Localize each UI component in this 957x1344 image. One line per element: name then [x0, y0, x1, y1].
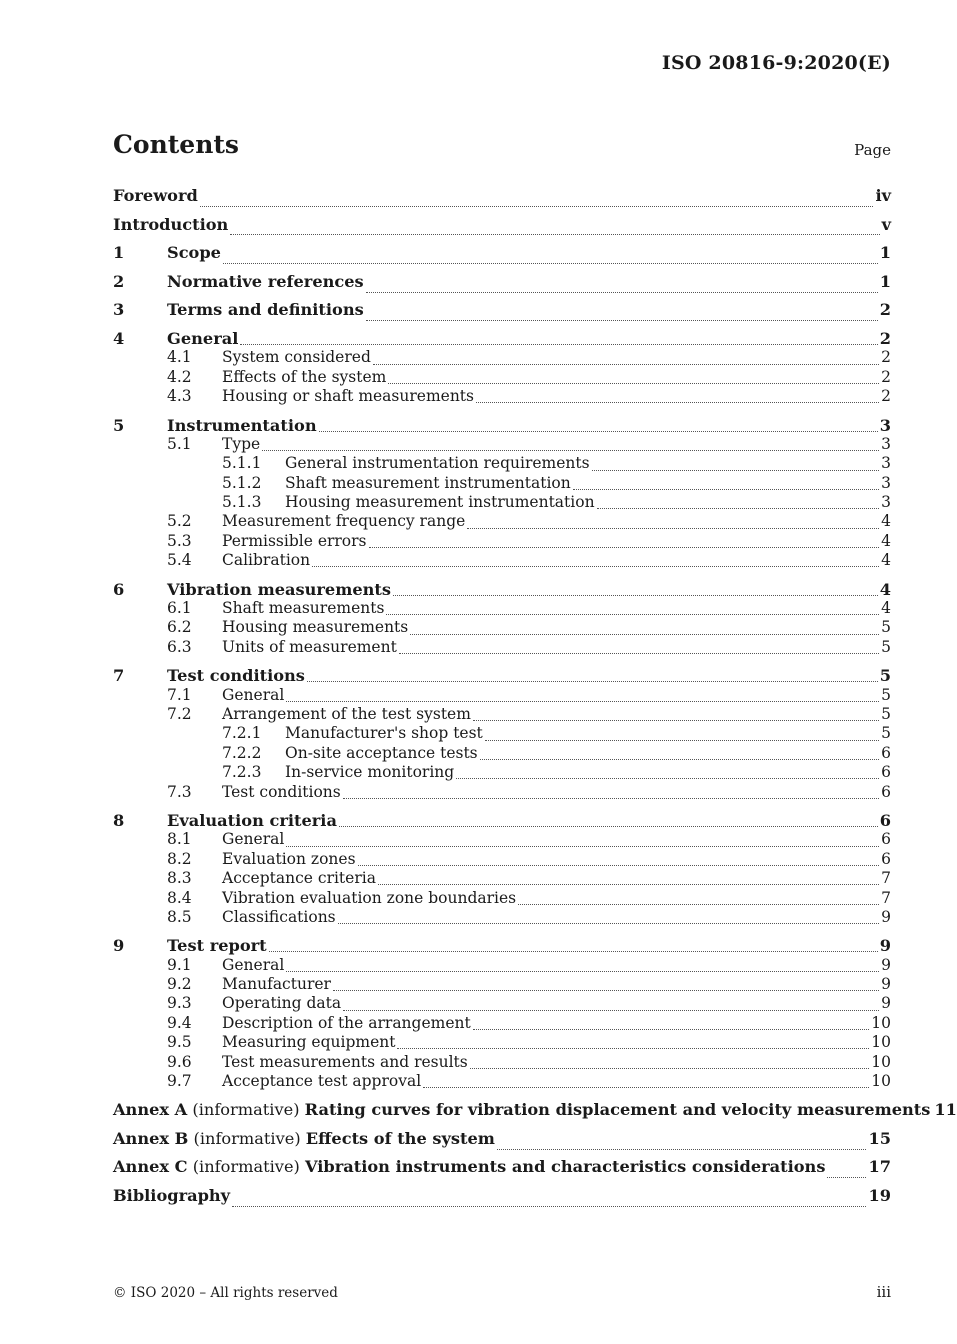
- toc-entry-section-8-1[interactable]: [113, 830, 891, 849]
- leader-dots: [366, 320, 878, 321]
- leader-dots: [366, 292, 878, 293]
- section-number: 8.2: [167, 849, 192, 868]
- toc-entry-page: 1: [879, 271, 891, 291]
- toc-entry-page: 2: [881, 387, 891, 406]
- toc-entry-page: 4: [881, 551, 891, 570]
- toc-entry-section-9-1[interactable]: [113, 956, 891, 975]
- toc-entry-section-7[interactable]: [113, 666, 891, 685]
- leader-dots: [223, 263, 878, 264]
- toc-entry-title: Terms and definitions: [167, 300, 364, 320]
- toc-entry-section-8-4[interactable]: [113, 889, 891, 908]
- toc-entry-title: Vibration measurements: [167, 579, 392, 599]
- toc-entry-page: 9: [881, 994, 891, 1013]
- toc-entry-page: 9: [881, 907, 891, 926]
- toc-entry-section-7-2[interactable]: [113, 705, 891, 724]
- toc-entry-page: 9: [879, 936, 891, 956]
- leader-dots: [473, 1029, 870, 1030]
- section-number: 9.6: [167, 1052, 192, 1071]
- section-number: 9.2: [167, 975, 192, 994]
- section-number: 9: [113, 936, 125, 956]
- toc-entry-section-9-6[interactable]: [113, 1053, 891, 1072]
- leader-dots: [397, 1048, 869, 1049]
- toc-entry-title: General: [222, 830, 285, 849]
- leader-dots: [597, 508, 880, 509]
- section-number: 5.1: [167, 434, 192, 453]
- section-number: 6: [113, 579, 125, 599]
- leader-dots: [369, 547, 880, 548]
- toc-entry-page: 6: [881, 743, 891, 762]
- toc-entry-page: 6: [881, 830, 891, 849]
- section-number: 8.4: [167, 888, 192, 907]
- leader-dots: [307, 681, 878, 682]
- leader-dots: [592, 470, 880, 471]
- toc-entry-section-9-3[interactable]: [113, 994, 891, 1013]
- toc-entry-page: 2: [879, 300, 891, 320]
- leader-dots: [393, 595, 878, 596]
- toc-entry-page: 3: [879, 415, 891, 435]
- toc-entry-title: Description of the arrangement: [222, 1013, 471, 1032]
- leader-dots: [343, 1010, 879, 1011]
- section-number: 5.1.2: [222, 473, 262, 492]
- section-number: 5.1.1: [222, 454, 262, 473]
- leader-dots: [312, 566, 879, 567]
- leader-dots: [518, 904, 879, 905]
- toc-entry-title: Instrumentation: [167, 415, 317, 435]
- toc-entry-section-3[interactable]: [113, 300, 891, 329]
- toc-entry-title: Housing measurements: [222, 618, 409, 637]
- leader-dots: [333, 990, 879, 991]
- toc-entry-section-7-1[interactable]: [113, 686, 891, 705]
- section-number: 8.5: [167, 907, 192, 926]
- footer-copyright: © ISO 2020 – All rights reserved: [113, 1285, 338, 1301]
- toc-entry-title: Acceptance criteria: [222, 869, 376, 888]
- leader-dots: [470, 1068, 870, 1069]
- toc-entry-title: Effects of the system: [222, 367, 387, 386]
- leader-dots: [476, 402, 879, 403]
- toc-entry-title: Test conditions: [167, 666, 305, 686]
- toc-entry-bibliography[interactable]: [113, 1186, 891, 1215]
- toc-entry-title: Type: [222, 434, 261, 453]
- toc-entry-section-4-3[interactable]: [113, 387, 891, 406]
- toc-entry-section-8-3[interactable]: [113, 869, 891, 888]
- toc-entry-title: Test report: [167, 936, 267, 956]
- toc-entry-page: 17: [868, 1157, 891, 1177]
- toc-entry-section-5-2[interactable]: [113, 512, 891, 531]
- leader-dots: [388, 383, 879, 384]
- annex-type: (informative): [187, 1157, 305, 1177]
- leader-dots: [269, 951, 878, 952]
- toc-entry-title: Introduction: [113, 214, 229, 234]
- toc-entry-page: 9: [881, 975, 891, 994]
- leader-dots: [410, 634, 879, 635]
- toc-entry-title: Vibration instruments and characteristics considerations: [305, 1157, 826, 1177]
- toc-entry-page: 7: [881, 869, 891, 888]
- toc-entry-title: Evaluation zones: [222, 849, 356, 868]
- toc-entry-page: 9: [881, 955, 891, 974]
- leader-dots: [497, 1149, 867, 1150]
- leader-dots: [338, 923, 879, 924]
- toc-entry-title: General instrumentation requirements: [285, 454, 590, 473]
- toc-entry-page: 4: [879, 579, 891, 599]
- leader-dots: [240, 344, 877, 345]
- leader-dots: [262, 450, 879, 451]
- toc-entry-page: 1: [879, 243, 891, 263]
- leader-dots: [485, 740, 879, 741]
- toc-entry-title: Evaluation criteria: [167, 810, 337, 830]
- section-number: 7.2.1: [222, 724, 262, 743]
- toc-entry-title: Shaft measurement instrumentation: [285, 473, 571, 492]
- leader-dots: [423, 1087, 869, 1088]
- toc-entry-title: Housing measurement instrumentation: [285, 493, 595, 512]
- section-number: 9.7: [167, 1072, 192, 1091]
- toc-entry-page: 5: [881, 637, 891, 656]
- toc-entry-page: 6: [879, 810, 891, 830]
- toc-entry-page: 4: [881, 512, 891, 531]
- toc-entry-section-5-1[interactable]: [113, 435, 891, 454]
- toc-entry-page: 4: [881, 531, 891, 550]
- toc-entry-page: 2: [881, 367, 891, 386]
- toc-entry-title: Units of measurement: [222, 637, 397, 656]
- page-column-label: Page: [854, 141, 891, 159]
- toc-entry-page: 6: [881, 782, 891, 801]
- toc-entry-annex-b[interactable]: [113, 1129, 891, 1158]
- toc-entry-page: 11: [934, 1100, 957, 1120]
- toc-entry-section-7-2-3[interactable]: [113, 763, 891, 782]
- leader-dots: [386, 614, 879, 615]
- toc-entry-section-4-1[interactable]: [113, 348, 891, 367]
- toc-entry-section-2[interactable]: [113, 272, 891, 301]
- toc-entry-section-6-2[interactable]: [113, 618, 891, 637]
- section-number: 7.2.3: [222, 763, 262, 782]
- section-number: 4.1: [167, 348, 192, 367]
- leader-dots: [339, 826, 878, 827]
- leader-dots: [573, 489, 879, 490]
- toc-entry-foreword[interactable]: [113, 186, 891, 215]
- toc-entry-section-1[interactable]: [113, 243, 891, 272]
- section-number: 9.3: [167, 994, 192, 1013]
- toc-entry-title: Permissible errors: [222, 531, 367, 550]
- leader-dots: [378, 884, 879, 885]
- section-number: 5: [113, 415, 125, 435]
- toc-entry-page: 6: [881, 849, 891, 868]
- toc-entry-section-8-2[interactable]: [113, 850, 891, 869]
- section-number: 5.1.3: [222, 493, 262, 512]
- toc-entry-page: 7: [881, 888, 891, 907]
- section-number: 7.2.2: [222, 743, 262, 762]
- section-number: 8.1: [167, 830, 192, 849]
- toc-entry-title: Shaft measurements: [222, 599, 385, 618]
- toc-entry-title: Foreword: [113, 186, 198, 205]
- leader-dots: [343, 798, 879, 799]
- leader-dots: [319, 431, 878, 432]
- leader-dots: [399, 653, 879, 654]
- toc-entry-title: In-service monitoring: [285, 763, 455, 782]
- toc-entry-page: 5: [881, 685, 891, 704]
- toc-entry-title: Bibliography: [113, 1186, 231, 1205]
- toc-entry-section-9-7[interactable]: [113, 1072, 891, 1091]
- leader-dots: [456, 778, 879, 779]
- toc-entry-section-5-3[interactable]: [113, 532, 891, 551]
- toc-entry-title: General: [222, 685, 285, 704]
- toc-entry-introduction[interactable]: [113, 215, 891, 244]
- toc-entry-title: Operating data: [222, 994, 342, 1013]
- section-number: 2: [113, 271, 125, 291]
- toc-entry-title: Manufacturer: [222, 975, 331, 994]
- toc-entry-title: Measuring equipment: [222, 1033, 396, 1052]
- toc-entry-title: Test measurements and results: [222, 1052, 468, 1071]
- toc-entry-title: Calibration: [222, 551, 311, 570]
- toc-entry-title: Rating curves for vibration displacement and velocity measurements: [304, 1100, 931, 1120]
- toc-entry-title: General: [222, 955, 285, 974]
- toc-entry-section-8[interactable]: [113, 811, 891, 830]
- toc-entry-page: 3: [881, 493, 891, 512]
- section-number: 9.1: [167, 955, 192, 974]
- toc-entry-section-4-2[interactable]: [113, 368, 891, 387]
- leader-dots: [827, 1177, 866, 1178]
- toc-entry-page: 6: [881, 763, 891, 782]
- toc-entry-section-7-2-2[interactable]: [113, 744, 891, 763]
- leader-dots: [473, 720, 879, 721]
- toc-entry-page: 4: [881, 599, 891, 618]
- toc-entry-page: 5: [881, 705, 891, 723]
- toc-entry-section-9-2[interactable]: [113, 975, 891, 994]
- section-number: 7.1: [167, 685, 192, 704]
- toc-entry-section-9-4[interactable]: [113, 1014, 891, 1033]
- toc-entry-title: Normative references: [167, 271, 364, 291]
- toc-entry-page: iv: [875, 186, 891, 205]
- toc-entry-section-5-1-1[interactable]: [113, 454, 891, 473]
- toc-entry-section-6[interactable]: [113, 580, 891, 599]
- toc-entry-title: General: [167, 328, 239, 348]
- annex-label: Annex A: [113, 1100, 188, 1120]
- leader-dots: [286, 846, 879, 847]
- section-number: 6.2: [167, 618, 192, 637]
- toc-entry-title: Manufacturer's shop test: [285, 724, 483, 743]
- toc-entry-page: v: [881, 214, 891, 234]
- toc-entry-page: 5: [879, 666, 891, 686]
- toc-entry-section-4[interactable]: [113, 329, 891, 348]
- toc-entry-section-5-1-2[interactable]: [113, 474, 891, 493]
- leader-dots: [373, 364, 879, 365]
- leader-dots: [358, 865, 880, 866]
- section-number: 5.3: [167, 531, 192, 550]
- annex-type: (informative): [187, 1100, 305, 1120]
- section-number: 8: [113, 810, 125, 830]
- toc-entry-page: 19: [868, 1186, 891, 1205]
- toc-entry-page: 5: [881, 724, 891, 743]
- toc-entry-page: 3: [881, 434, 891, 453]
- section-number: 9.4: [167, 1013, 192, 1032]
- section-number: 3: [113, 300, 125, 320]
- toc-entry-title: Housing or shaft measurements: [222, 387, 474, 406]
- section-number: 4: [113, 328, 125, 348]
- toc-entry-annex-c[interactable]: [113, 1157, 891, 1186]
- leader-dots: [286, 701, 879, 702]
- toc-entry-page: 10: [871, 1033, 891, 1052]
- toc-entry-page: 15: [868, 1128, 891, 1148]
- toc-entry-page: 10: [871, 1072, 891, 1091]
- toc-entry-section-8-5[interactable]: [113, 908, 891, 927]
- section-number: 5.2: [167, 512, 192, 531]
- toc-entry-title: Measurement frequency range: [222, 512, 466, 531]
- footer-page-number: iii: [876, 1283, 891, 1301]
- leader-dots: [480, 759, 879, 760]
- toc-entry-title: System considered: [222, 348, 371, 367]
- annex-label: Annex C: [113, 1157, 188, 1177]
- section-number: 6.3: [167, 637, 192, 656]
- section-number: 7: [113, 666, 125, 686]
- leader-dots: [467, 528, 879, 529]
- toc-entry-page: 5: [881, 618, 891, 637]
- toc-entry-title: Effects of the system: [305, 1128, 495, 1148]
- toc-entry-page: 2: [879, 328, 891, 348]
- toc-entry-page: 10: [871, 1013, 891, 1032]
- table-of-contents: [113, 186, 957, 1215]
- toc-entry-section-6-1[interactable]: [113, 599, 891, 618]
- annex-type: (informative): [188, 1128, 306, 1148]
- toc-entry-title: Scope: [167, 243, 221, 263]
- toc-entry-title: Test conditions: [222, 782, 341, 801]
- toc-entry-title: Vibration evaluation zone boundaries: [222, 888, 517, 907]
- toc-entry-title: Classifications: [222, 907, 336, 926]
- toc-entry-section-9-5[interactable]: [113, 1033, 891, 1052]
- toc-entry-page: 10: [871, 1052, 891, 1071]
- annex-label: Annex B: [113, 1128, 189, 1148]
- leader-dots: [200, 206, 874, 207]
- toc-entry-annex-a[interactable]: [113, 1100, 957, 1120]
- toc-entry-section-5-4[interactable]: [113, 551, 891, 570]
- toc-entry-title: Arrangement of the test system: [222, 705, 471, 723]
- section-number: 6.1: [167, 599, 192, 618]
- section-number: 8.3: [167, 869, 192, 888]
- section-number: 1: [113, 243, 125, 263]
- toc-entry-title: Acceptance test approval: [222, 1072, 422, 1091]
- toc-entry-section-9[interactable]: [113, 936, 891, 955]
- page-title: Contents: [113, 130, 240, 159]
- toc-entry-section-5[interactable]: [113, 416, 891, 435]
- toc-entry-section-5-1-3[interactable]: [113, 493, 891, 512]
- toc-entry-title: On-site acceptance tests: [285, 743, 478, 762]
- section-number: 4.2: [167, 367, 192, 386]
- toc-entry-page: 3: [881, 473, 891, 492]
- leader-dots: [286, 971, 879, 972]
- document-id: ISO 20816-9:2020(E): [661, 52, 891, 74]
- toc-entry-section-6-3[interactable]: [113, 638, 891, 657]
- leader-dots: [230, 234, 879, 235]
- leader-dots: [232, 1206, 866, 1207]
- toc-entry-section-7-2-1[interactable]: [113, 724, 891, 743]
- toc-entry-page: 2: [881, 348, 891, 367]
- section-number: 7.2: [167, 705, 192, 723]
- toc-entry-page: 3: [881, 454, 891, 473]
- section-number: 9.5: [167, 1033, 192, 1052]
- section-number: 7.3: [167, 782, 192, 801]
- section-number: 4.3: [167, 387, 192, 406]
- section-number: 5.4: [167, 551, 192, 570]
- toc-entry-section-7-3[interactable]: [113, 783, 891, 802]
